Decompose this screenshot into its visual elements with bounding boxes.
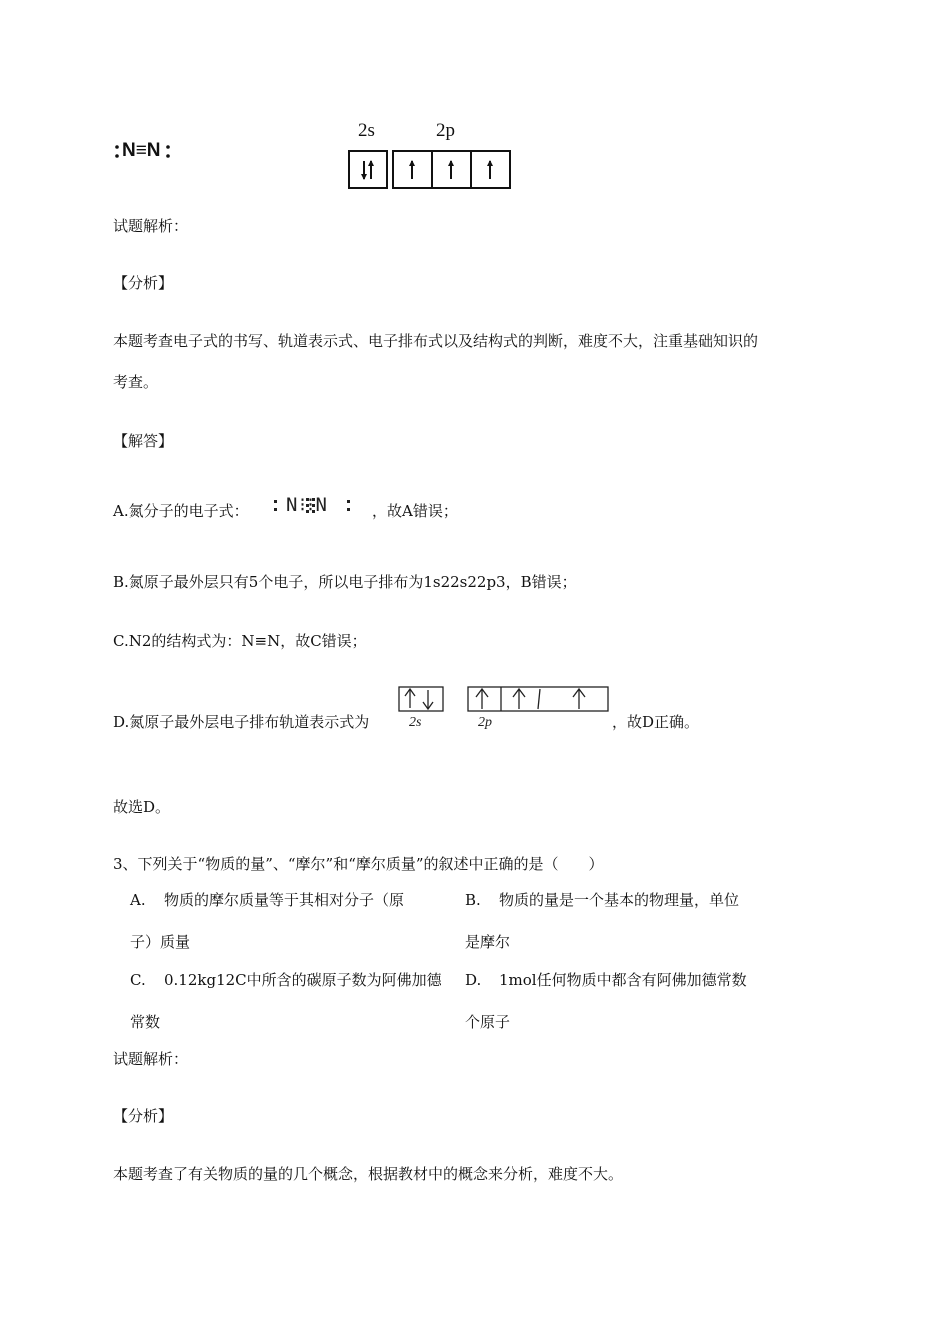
answer-line: 故选D。 [113, 798, 171, 816]
option-a-suffix: ，故A错误； [372, 502, 458, 520]
q3-option-a-label: A. [130, 891, 146, 909]
analysis-title-2: 试题解析： [113, 1050, 189, 1068]
n2-electron-formula [270, 492, 370, 522]
q3-option-d-label: D. [465, 971, 482, 989]
analysis-heading-1: 【分析】 [113, 274, 174, 292]
analysis2-line-1: 本题考查了有关物质的量的几个概念，根据教材中的概念来分析，难度不大。 [113, 1165, 624, 1183]
analysis-title-1: 试题解析： [113, 217, 189, 235]
option-d-suffix: ，故D正确。 [612, 713, 700, 731]
option-d-prefix: D.氮原子最外层电子排布轨道表示式为 [113, 713, 370, 731]
solution-heading: 【解答】 [113, 432, 174, 450]
option-c-explanation: C.N2的结构式为：N≡N，故C错误； [113, 632, 367, 650]
q3-option-c-line1: 0.12kg12C中所含的碳原子数为阿佛加德 [164, 971, 442, 989]
orbital-diagram-1 [345, 120, 520, 192]
orbital-diagram-2 [395, 684, 615, 736]
orbital2-label-2p: 2p [478, 715, 492, 730]
orbital-boxes-1 [345, 148, 520, 192]
question-3-stem: 3、下列关于“物质的量”、“摩尔”和“摩尔质量”的叙述中正确的是（ ） [113, 855, 604, 873]
analysis-line-1: 本题考查电子式的书写、轨道表示式、电子排布式以及结构式的判断，难度不大，注重基础知识的 [113, 332, 759, 350]
n2-formula: N≡N [122, 140, 161, 161]
orbital2-label-2s: 2s [409, 715, 422, 730]
orbital-label-2p: 2p [436, 120, 455, 141]
analysis-heading-2: 【分析】 [113, 1107, 174, 1125]
n2-lewis-structure [113, 138, 183, 166]
q3-option-c-label: C. [130, 971, 146, 989]
q3-option-b-line1: 物质的量是一个基本的物理量，单位 [499, 891, 740, 909]
q3-option-d-line2: 个原子 [465, 1013, 511, 1031]
n2-electron-formula-text: N⁝⁝N [286, 494, 329, 516]
q3-option-c-line2: 常数 [130, 1013, 161, 1031]
q3-option-a-line2: 子）质量 [130, 933, 191, 951]
orbital-label-2s: 2s [358, 120, 375, 141]
option-b-explanation: B.氮原子最外层只有5个电子，所以电子排布为1s22s22p3，B错误； [113, 573, 577, 591]
q3-option-d-line1: 1mol任何物质中都含有阿佛加德常数 [499, 971, 747, 989]
orbital-boxes-2 [395, 684, 615, 736]
option-a-prefix: A.氮分子的电子式： [113, 502, 249, 520]
q3-option-b-label: B. [465, 891, 481, 909]
analysis-line-2: 考查。 [113, 373, 159, 391]
q3-option-a-line1: 物质的摩尔质量等于其相对分子（原 [164, 891, 405, 909]
q3-option-b-line2: 是摩尔 [465, 933, 511, 951]
